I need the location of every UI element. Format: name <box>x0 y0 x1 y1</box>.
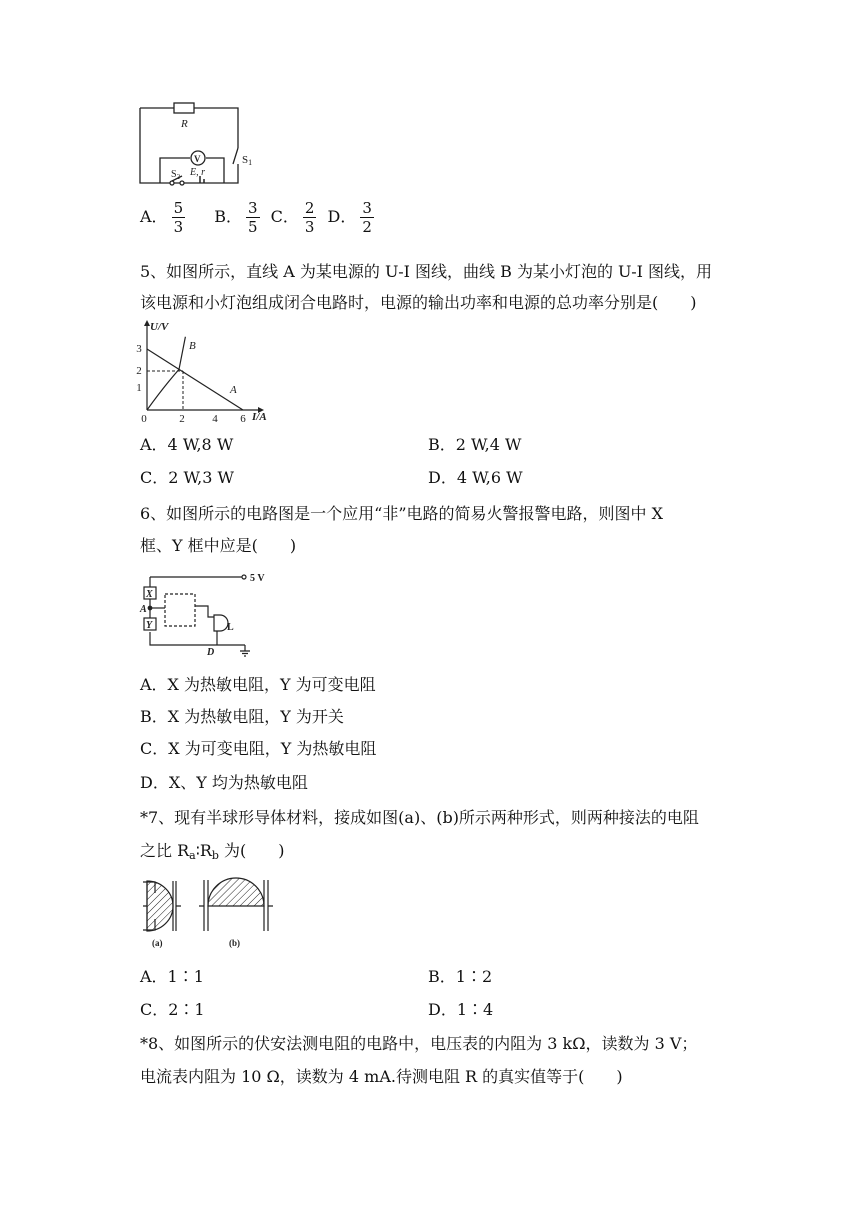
q4-label-S1: S1 <box>242 154 253 167</box>
q4-label-V: V <box>194 154 201 164</box>
q6-circuit-diagram <box>144 575 250 656</box>
q6-stem-line2: 框、Y 框中应是( ) <box>140 536 297 555</box>
x-tick-2: 2 <box>179 413 185 425</box>
q5-stem-line1: 5、如图所示，直线 A 为某电源的 U-I 图线，曲线 B 为某小灯泡的 U-I 图线，用 <box>140 262 713 281</box>
q5-option-a[interactable]: A．4 W,8 W <box>140 435 234 454</box>
q4-option-a[interactable]: A． $\frac{5}{3}$ <box>140 199 184 236</box>
q4-option-d[interactable]: D． $\frac{3}{2}$ <box>327 199 372 236</box>
q4-circuit-diagram <box>140 103 238 185</box>
series-B-curve <box>147 337 185 410</box>
y-tick-2: 2 <box>136 365 142 377</box>
x-axis-label: I/A <box>252 411 267 423</box>
q4-circuit-labels <box>171 118 252 181</box>
q6-label-X: X <box>146 589 153 600</box>
q7-option-c[interactable]: C．2∶1 <box>140 1000 205 1019</box>
q7-option-d[interactable]: D．1∶4 <box>428 1000 494 1019</box>
q5-option-b[interactable]: B．2 W,4 W <box>428 435 522 454</box>
q6-option-c[interactable]: C．X 为可变电阻，Y 为热敏电阻 <box>140 739 377 758</box>
q6-stem-line1: 6、如图所示的电路图是一个应用“非”电路的简易火警报警电路，则图中 X <box>140 504 664 523</box>
q6-option-a[interactable]: A．X 为热敏电阻，Y 为可变电阻 <box>140 675 376 694</box>
q6-label-A: A <box>140 604 147 615</box>
y-axis-label: U/V <box>150 321 169 333</box>
series-A-label: A <box>230 384 237 396</box>
q5-chart <box>136 320 266 425</box>
q4-option-c[interactable]: C． $\frac{2}{3}$ <box>270 199 315 236</box>
q6-label-Y: Y <box>146 620 153 631</box>
q8-stem-line1: *8、如图所示的伏安法测电阻的电路中，电压表的内阻为 3 kΩ，读数为 3 V； <box>140 1034 698 1053</box>
q7-stem-line2: 之比 $R_a∶R_b$ 为( ) <box>140 841 285 862</box>
q5-stem-line2: 该电源和小灯泡组成闭合电路时，电源的输出功率和电源的总功率分别是( ) <box>140 293 697 312</box>
y-tick-1: 1 <box>136 382 142 394</box>
q6-option-d[interactable]: D．X、Y 均为热敏电阻 <box>140 773 308 792</box>
series-A-line <box>147 349 243 410</box>
q6-label-L: L <box>227 622 234 633</box>
y-tick-3: 3 <box>136 343 142 355</box>
q6-label-D: D <box>207 647 215 658</box>
q5-option-d[interactable]: D．4 W,6 W <box>428 468 523 487</box>
q7-figure-b <box>199 878 273 931</box>
q7-label-a: (a) <box>152 938 163 948</box>
x-tick-4: 4 <box>212 413 218 425</box>
q4-options <box>140 199 380 236</box>
x-tick-0: 0 <box>141 413 147 425</box>
q7-option-a[interactable]: A．1∶1 <box>140 967 204 986</box>
x-tick-6: 6 <box>240 413 246 425</box>
q6-label-5V: 5 V <box>250 573 265 584</box>
q4-label-R: R <box>181 118 188 130</box>
q4-option-b[interactable]: B． $\frac{3}{5}$ <box>214 199 258 236</box>
q4-label-S2: $S_2$ <box>171 169 181 181</box>
q7-stem-line1: *7、现有半球形导体材料，接成如图(a)、(b)所示两种形式，则两种接法的电阻 <box>140 808 699 827</box>
q7-option-b[interactable]: B．1∶2 <box>428 967 493 986</box>
q8-stem-line2: 电流表内阻为 10 Ω，读数为 4 mA.待测电阻 R 的真实值等于( ) <box>140 1067 623 1086</box>
q6-option-b[interactable]: B．X 为热敏电阻，Y 为开关 <box>140 707 344 726</box>
q5-option-c[interactable]: C．2 W,3 W <box>140 468 234 487</box>
series-B-label: B <box>189 340 196 352</box>
q4-label-Er: E, r <box>190 167 205 178</box>
q7-label-b: (b) <box>229 938 240 948</box>
q7-figure-a <box>143 881 181 931</box>
